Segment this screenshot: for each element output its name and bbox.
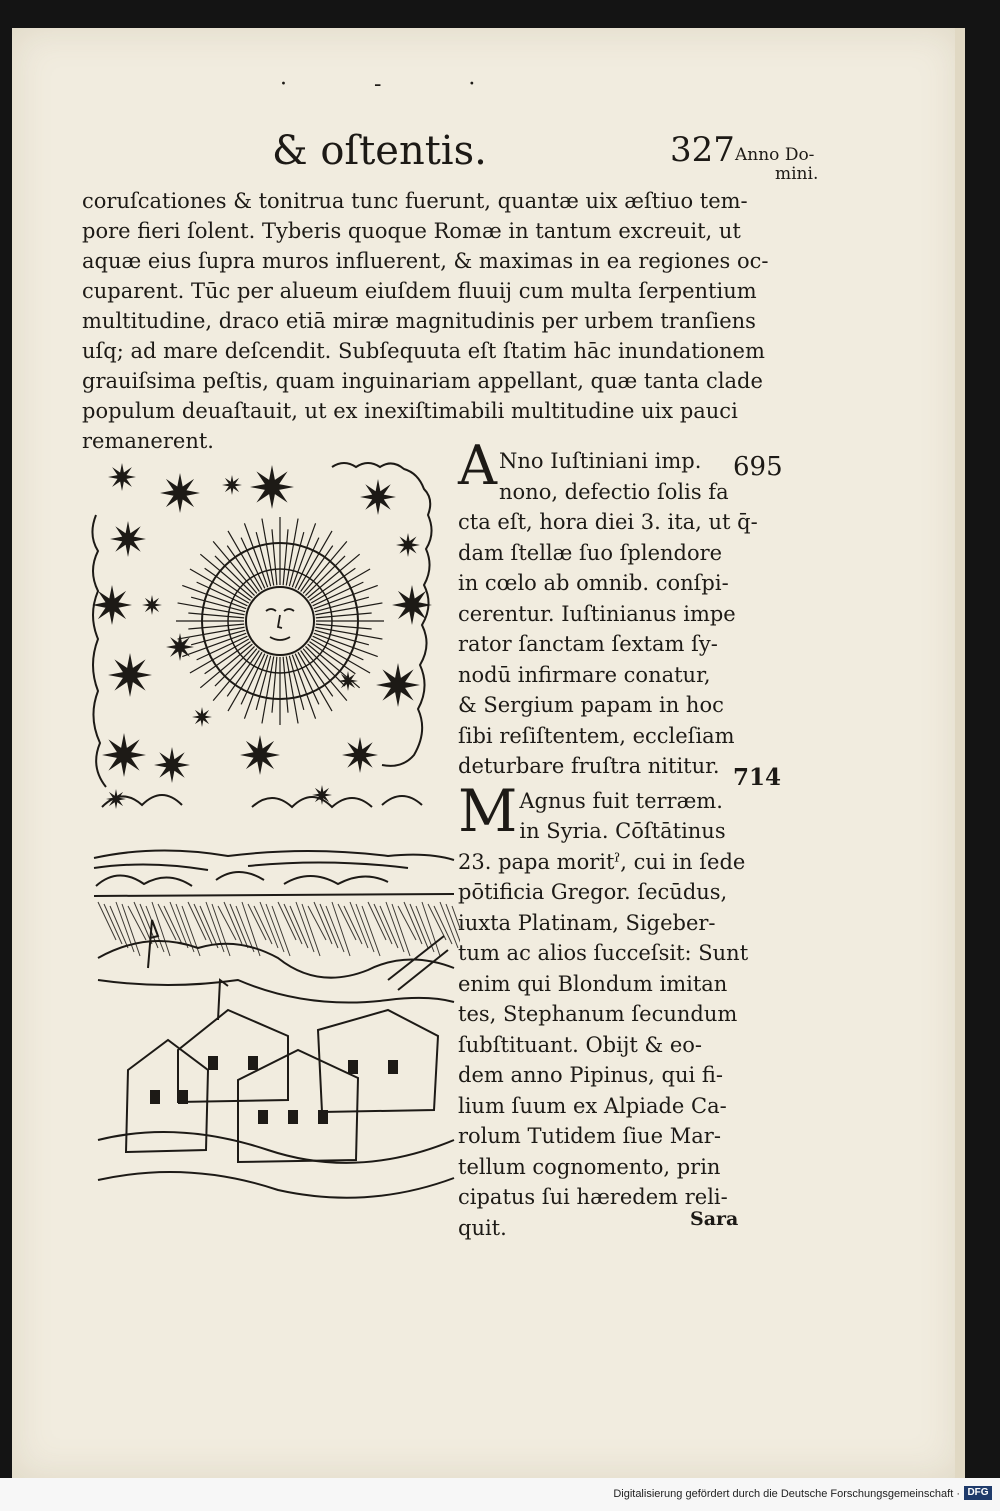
hatch-line [368, 902, 386, 940]
text-line: cipatus ſui hæredem reli- [458, 1185, 728, 1209]
text-line: iuxta Platinam, Sigeber- [458, 910, 716, 935]
margin-anno-domini [735, 146, 818, 184]
page-edge [955, 28, 965, 1478]
folio-number: 327 [670, 130, 735, 170]
star-icon [154, 747, 190, 783]
text-line: Nno Iuſtiniani imp. [499, 449, 702, 473]
star-icon [392, 585, 432, 625]
text-line: tes, Stephanum ſecundum [458, 1002, 738, 1026]
drop-initial-a: A [458, 434, 497, 497]
drop-initial-m: M [458, 776, 518, 845]
main-text-block [82, 186, 769, 456]
text-line: cta eſt, hora diei 3. ita, ut q̄- [458, 510, 758, 534]
star-icon [312, 785, 332, 805]
text-line: deturbare fruſtra nititur. [458, 754, 720, 778]
text-line: rolum Tutidem ſiue Mar- [458, 1124, 721, 1148]
text-line: uſq; ad mare deſcendit. Subſequuta eſt ſtatim hāc inundationem [82, 339, 765, 363]
margin-year-714: 714 [733, 764, 782, 791]
hatch-line [272, 906, 290, 956]
star-icon [108, 653, 152, 697]
page-title: & oſtentis. [272, 128, 487, 174]
text-line: cerentur. Iuſtinianus impe [458, 601, 736, 626]
text-line: 23. papa moritˀ, cui in ſede [458, 849, 746, 874]
star-icon [192, 707, 212, 727]
star-icon [240, 735, 280, 775]
text-line: enim qui Blondum imitan [458, 971, 728, 996]
text-line: ſubſtituant. Obijt & eo- [458, 1032, 703, 1057]
text-line: pore fieri ſolent. Tyberis quoque Romæ in tantum excreuit, ut [82, 219, 741, 243]
text-line: & Sergium papam in hoc [458, 693, 724, 717]
hatch-line [266, 904, 284, 952]
woodcut-eclipse-sun [82, 455, 440, 817]
text-line: aquæ eius ſupra muros influerent, & maximas in ea regiones oc- [82, 249, 769, 273]
margin-year-695: 695 [733, 452, 783, 482]
star-icon [108, 463, 136, 491]
anno-line: mini. [775, 164, 819, 184]
text-line: grauiſsima peſtis, quam inguinariam appellant, quæ tanta clade [82, 369, 763, 393]
anno-line: Anno Do- [735, 145, 815, 165]
text-line: in Syria. Cōſtātinus [519, 819, 726, 843]
text-line: in cœlo ab omnib. conſpi- [458, 571, 729, 595]
hatch-line [362, 906, 380, 956]
footer-bar [0, 1478, 1000, 1511]
star-icon [106, 789, 126, 809]
star-icon [396, 533, 420, 557]
star-icon [166, 633, 194, 661]
star-icon [92, 585, 132, 625]
text-line: populum deuaſtauit, ut ex inexiſtimabili multitudine uix pauci [82, 399, 738, 423]
hatch-line [278, 902, 296, 940]
star-icon [360, 479, 396, 515]
star-icon [250, 465, 294, 509]
text-line: tellum cognomento, prin [458, 1154, 721, 1179]
text-line: ſibi reſiſtentem, eccleſiam [458, 723, 735, 748]
text-line: tum ac alios ſucceſsit: Sunt [458, 941, 749, 965]
catchword: Sara [690, 1208, 739, 1230]
text-line: multitudine, draco etiā miræ magnitudinis per urbem tranſiens [82, 309, 756, 333]
hatch-line [98, 902, 116, 940]
text-line: dam ſtellæ ſuo ſplendore [458, 540, 723, 565]
hatch-line [182, 906, 200, 956]
dfg-logo-icon: DFG [964, 1486, 992, 1500]
star-icon [338, 671, 358, 691]
text-line: nodū infirmare conatur, [458, 662, 711, 687]
star-icon [160, 473, 200, 513]
star-icon [342, 737, 378, 773]
text-line: remanerent. [82, 429, 214, 453]
text-line: nono, defectio ſolis fa [499, 479, 729, 504]
hatch-line [188, 902, 206, 940]
woodcut-earthquake-town [88, 840, 460, 1220]
star-icon [376, 663, 420, 707]
text-line: quit. [458, 1215, 507, 1240]
text-line: cuparent. Tūc per alueum eiuſdem fluuij cum multa ſerpentium [82, 279, 757, 303]
star-icon [142, 595, 162, 615]
hatch-line [356, 904, 374, 952]
star-icon [222, 475, 242, 495]
text-line: rator ſanctam ſextam ſy- [458, 632, 718, 656]
signature-marks: · - · [280, 72, 516, 97]
footer-credit: Digitalisierung gefördert durch die Deutsche Forschungsgemeinschaft · [613, 1488, 960, 1500]
text-line: coruſcationes & tonitrua tunc fuerunt, quantæ uix æſtiuo tem- [82, 189, 748, 213]
star-icon [110, 521, 146, 557]
text-line: dem anno Pipinus, qui fi- [458, 1063, 723, 1087]
text-line: Agnus fuit terræm. [519, 788, 723, 813]
star-icon [102, 733, 146, 777]
text-line: lium ſuum ex Alpiade Ca- [458, 1093, 727, 1118]
text-line: pōtificia Gregor. ſecūdus, [458, 880, 728, 904]
